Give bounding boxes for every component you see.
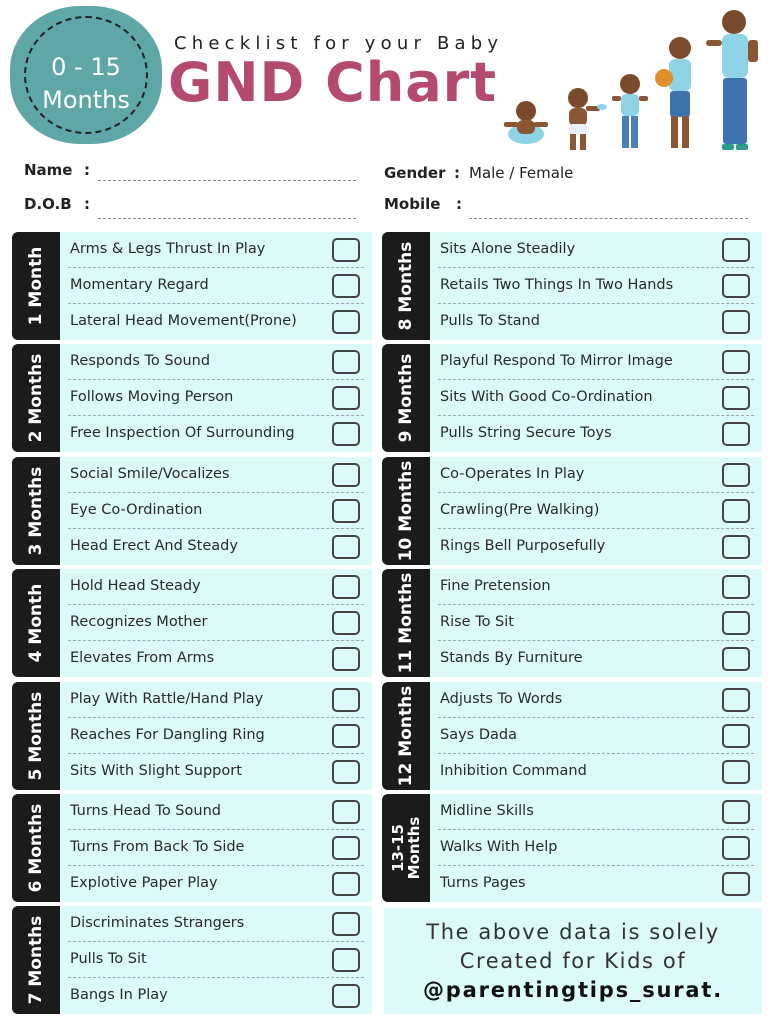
milestone-row [430, 268, 762, 304]
footer-handle: @parentingtips_surat. [422, 978, 724, 1002]
name-colon: : [84, 161, 90, 179]
milestone-checkbox[interactable] [722, 575, 750, 599]
milestone-panel [60, 906, 372, 1014]
milestone-label: Rings Bell Purposefully [440, 537, 606, 554]
milestone-checkbox[interactable] [722, 760, 750, 784]
milestone-row [430, 380, 762, 416]
milestone-label: Crawling(Pre Walking) [440, 501, 600, 518]
mobile-field[interactable] [469, 218, 748, 219]
milestone-label: Retails Two Things In Two Hands [440, 277, 674, 293]
milestone-checkbox[interactable] [722, 463, 750, 487]
month-block [12, 906, 372, 1014]
child-with-ball-icon [655, 37, 691, 148]
month-tab [12, 682, 60, 790]
milestone-checkbox[interactable] [332, 575, 360, 599]
milestone-checkbox[interactable] [332, 422, 360, 446]
milestone-panel [60, 794, 372, 902]
month-label-line-1: 13-15 [389, 824, 407, 872]
month-tab [382, 794, 430, 902]
month-tab [12, 569, 60, 677]
month-label-line-2: Months [405, 816, 423, 880]
milestone-checkbox[interactable] [722, 499, 750, 523]
milestone-checkbox[interactable] [722, 350, 750, 374]
milestone-checkbox[interactable] [332, 350, 360, 374]
milestone-label: Sits With Good Co-Ordination [440, 389, 653, 406]
name-label: Name [24, 161, 73, 179]
milestone-checkbox[interactable] [332, 463, 360, 487]
milestone-label: Rise To Sit [440, 614, 514, 631]
milestone-checkbox[interactable] [332, 535, 360, 559]
milestone-row [430, 457, 762, 493]
milestone-checkbox[interactable] [332, 872, 360, 896]
milestone-row [60, 942, 372, 978]
milestone-label: Explotive Paper Play [70, 875, 218, 891]
gender-colon: : [454, 164, 460, 182]
milestone-row [60, 232, 372, 268]
milestone-label: Sits Alone Steadily [440, 241, 576, 257]
month-block [12, 457, 372, 565]
month-block [382, 569, 762, 677]
badge-age-range: 0 - 15 [51, 53, 121, 81]
milestone-label: Elevates From Arms [70, 650, 215, 667]
month-label: 1 Month [26, 246, 46, 326]
badge-months: Months [42, 86, 130, 114]
milestone-label: Says Dada [440, 726, 517, 743]
month-tab [12, 344, 60, 452]
milestone-checkbox[interactable] [722, 800, 750, 824]
milestone-row [60, 380, 372, 416]
month-block [382, 682, 762, 790]
milestone-panel [60, 232, 372, 340]
milestone-checkbox[interactable] [332, 499, 360, 523]
name-field[interactable] [98, 180, 356, 181]
month-tab [12, 457, 60, 565]
milestone-row [430, 344, 762, 380]
milestone-checkbox[interactable] [722, 872, 750, 896]
milestone-row [60, 268, 372, 304]
older-child-icon [706, 10, 758, 150]
milestone-label: Co-Operates In Play [440, 465, 585, 482]
milestone-checkbox[interactable] [722, 611, 750, 635]
milestone-checkbox[interactable] [332, 760, 360, 784]
milestone-panel [430, 232, 762, 340]
month-label: 4 Month [26, 583, 46, 663]
milestone-row [430, 493, 762, 529]
gender-value: Male / Female [469, 164, 574, 182]
milestone-row [60, 978, 372, 1014]
month-tab [12, 794, 60, 902]
milestone-panel [430, 344, 762, 452]
milestone-label: Walks With Help [440, 839, 558, 855]
footer-line-1: The above data is solely [426, 920, 720, 944]
milestone-row [430, 718, 762, 754]
milestone-checkbox[interactable] [332, 800, 360, 824]
milestone-label: Pulls String Secure Toys [440, 425, 612, 442]
month-tab [12, 232, 60, 340]
milestone-row [430, 416, 762, 452]
month-tab [382, 344, 430, 452]
milestone-label: Momentary Regard [70, 277, 209, 293]
mobile-colon: : [456, 195, 462, 213]
milestone-panel [60, 344, 372, 452]
milestone-row [60, 866, 372, 902]
milestone-checkbox[interactable] [722, 724, 750, 748]
milestone-row [430, 529, 762, 565]
sitting-baby-icon [504, 101, 548, 144]
page-title: GND Chart [168, 51, 498, 114]
footer-line-2: Created for Kids of [459, 949, 687, 973]
milestone-row [430, 830, 762, 866]
milestone-row [60, 605, 372, 641]
milestone-panel [60, 682, 372, 790]
milestone-checkbox[interactable] [332, 984, 360, 1008]
milestone-row [60, 718, 372, 754]
milestone-row [60, 304, 372, 340]
milestone-checkbox[interactable] [722, 310, 750, 334]
milestone-label: Turns Head To Sound [70, 803, 221, 819]
milestone-checkbox[interactable] [332, 912, 360, 936]
month-label: 3 Months [26, 466, 46, 556]
month-block [12, 344, 372, 452]
milestone-label: Pulls To Sit [70, 951, 147, 968]
milestone-label: Responds To Sound [70, 353, 211, 370]
milestone-row [430, 232, 762, 268]
milestone-row [60, 830, 372, 866]
footer-note [384, 908, 762, 1014]
milestone-row [60, 754, 372, 790]
milestone-label: Adjusts To Words [440, 690, 563, 707]
milestone-row [430, 569, 762, 605]
milestone-checkbox[interactable] [332, 724, 360, 748]
milestone-label: Sits With Slight Support [70, 762, 242, 779]
milestone-label: Turns Pages [440, 875, 526, 891]
milestone-panel [430, 682, 762, 790]
month-block [382, 344, 762, 452]
milestone-label: Pulls To Stand [440, 313, 540, 329]
milestone-checkbox[interactable] [332, 611, 360, 635]
milestone-label: Social Smile/Vocalizes [70, 465, 230, 482]
month-label: 6 Months [26, 803, 46, 893]
milestone-label: Stands By Furniture [440, 650, 583, 667]
milestone-checkbox[interactable] [722, 238, 750, 262]
month-block [12, 232, 372, 340]
dob-field[interactable] [98, 218, 356, 219]
baby-growth-illustration-icon [500, 8, 762, 154]
milestone-row [60, 416, 372, 452]
milestone-label: Reaches For Dangling Ring [70, 726, 265, 743]
milestone-row [60, 682, 372, 718]
milestone-label: Midline Skills [440, 803, 534, 819]
milestone-row [60, 906, 372, 942]
milestone-row [60, 794, 372, 830]
milestone-label: Free Inspection Of Surrounding [70, 425, 295, 442]
milestone-row [430, 641, 762, 677]
month-label: 7 Months [26, 915, 46, 1005]
month-label: 2 Months [26, 353, 46, 443]
milestone-checkbox[interactable] [332, 386, 360, 410]
milestone-checkbox[interactable] [722, 647, 750, 671]
page-subtitle: Checklist for your Baby [174, 33, 504, 54]
month-tab [382, 457, 430, 565]
milestone-row [60, 457, 372, 493]
milestone-panel [430, 794, 762, 902]
milestone-row [60, 641, 372, 677]
milestone-label: Inhibition Command [440, 762, 587, 779]
crawling-baby-icon [568, 88, 607, 150]
month-label: 8 Months [396, 241, 416, 331]
gender-label: Gender [384, 164, 446, 182]
milestone-checkbox[interactable] [722, 422, 750, 446]
milestone-checkbox[interactable] [722, 535, 750, 559]
month-block [12, 794, 372, 902]
month-block [12, 569, 372, 677]
month-tab [12, 906, 60, 1014]
milestone-checkbox[interactable] [332, 948, 360, 972]
month-block [382, 232, 762, 340]
milestone-checkbox[interactable] [332, 274, 360, 298]
mobile-label: Mobile [384, 195, 441, 213]
milestone-row [430, 304, 762, 340]
month-label: 11 Months [396, 572, 416, 674]
month-block [382, 794, 762, 902]
milestone-label: Hold Head Steady [70, 578, 201, 595]
month-label [390, 817, 422, 880]
milestone-panel [60, 457, 372, 565]
milestone-label: Lateral Head Movement(Prone) [70, 313, 297, 329]
month-tab [382, 232, 430, 340]
month-block [12, 682, 372, 790]
milestone-checkbox[interactable] [722, 688, 750, 712]
milestone-label: Discriminates Strangers [70, 915, 245, 932]
milestone-checkbox[interactable] [332, 310, 360, 334]
month-tab [382, 569, 430, 677]
milestone-label: Play With Rattle/Hand Play [70, 690, 264, 707]
milestone-row [60, 569, 372, 605]
milestone-row [60, 493, 372, 529]
milestone-label: Eye Co-Ordination [70, 501, 203, 518]
milestone-row [430, 866, 762, 902]
month-block [382, 457, 762, 565]
milestone-panel [430, 457, 762, 565]
milestone-label: Head Erect And Steady [70, 537, 238, 554]
milestone-label: Bangs In Play [70, 987, 168, 1004]
age-badge [10, 6, 162, 144]
milestone-label: Playful Respond To Mirror Image [440, 353, 673, 370]
milestone-label: Follows Moving Person [70, 389, 234, 406]
milestone-row [430, 682, 762, 718]
milestone-panel [60, 569, 372, 677]
toddler-icon [612, 74, 648, 148]
dob-colon: : [84, 195, 90, 213]
milestone-label: Arms & Legs Thrust In Play [70, 241, 266, 257]
milestone-checkbox[interactable] [722, 836, 750, 860]
milestone-panel [430, 569, 762, 677]
milestone-checkbox[interactable] [332, 238, 360, 262]
milestone-checkbox[interactable] [722, 386, 750, 410]
milestone-row [60, 344, 372, 380]
milestone-row [60, 529, 372, 565]
milestone-label: Fine Pretension [440, 578, 551, 595]
milestone-checkbox[interactable] [332, 688, 360, 712]
milestone-row [430, 754, 762, 790]
month-label: 12 Months [396, 685, 416, 786]
milestone-label: Recognizes Mother [70, 614, 208, 631]
month-label: 5 Months [26, 691, 46, 780]
month-label: 10 Months [396, 460, 416, 562]
month-tab [382, 682, 430, 790]
milestone-row [430, 794, 762, 830]
milestone-row [430, 605, 762, 641]
milestone-checkbox[interactable] [332, 647, 360, 671]
month-label: 9 Months [396, 353, 416, 443]
milestone-checkbox[interactable] [722, 274, 750, 298]
dob-label: D.O.B [24, 195, 72, 213]
milestone-label: Turns From Back To Side [70, 839, 245, 855]
milestone-checkbox[interactable] [332, 836, 360, 860]
